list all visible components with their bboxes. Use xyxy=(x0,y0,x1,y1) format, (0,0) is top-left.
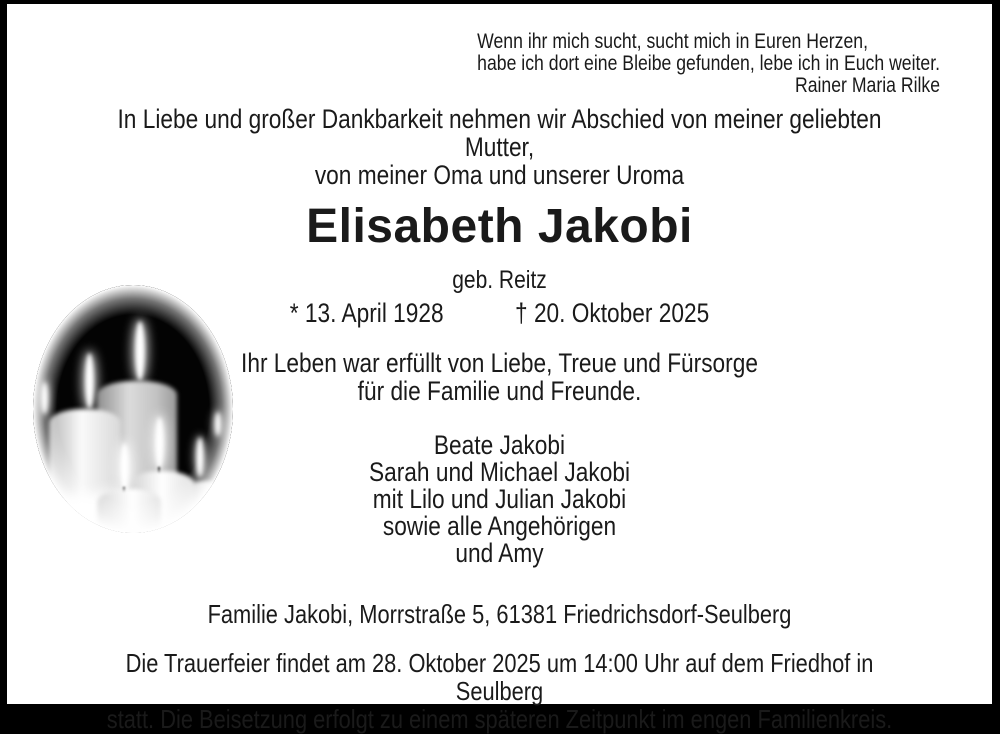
quote-line: Wenn ihr mich sucht, sucht mich in Euren Herzen, xyxy=(477,30,868,53)
tribute-line: für die Familie und Freunde. xyxy=(357,376,642,406)
life-dates xyxy=(86,299,913,327)
obituary-notice xyxy=(7,4,992,734)
tribute-line: Ihr Leben war erfüllt von Liebe, Treue und Fürsorge xyxy=(241,348,758,378)
birth-date: * 13. April 1928 xyxy=(289,298,444,328)
intro-line: von meiner Oma und unserer Uroma xyxy=(314,160,685,190)
quote-line: habe ich dort eine Bleibe gefunden, lebe ich in Euch weiter. xyxy=(477,52,940,75)
family-address: Familie Jakobi, Morrstraße 5, 61381 Friedrichsdorf-Seulberg xyxy=(207,599,792,629)
candles-photo xyxy=(33,285,233,533)
intro-line: In Liebe und großer Dankbarkeit nehmen wir Abschied von meiner geliebten Mutter, xyxy=(117,104,882,162)
mourner-line: Sarah und Michael Jakobi xyxy=(369,457,630,487)
oval-vignette xyxy=(33,285,233,533)
mourner-line: mit Lilo und Julian Jakobi xyxy=(372,484,627,514)
deceased-name: Elisabeth Jakobi xyxy=(306,200,693,253)
mourner-line: und Amy xyxy=(455,538,544,568)
mourner-line: sowie alle Angehörigen xyxy=(382,511,617,541)
funeral-line: statt. Die Beisetzung erfolgt zu einem späteren Zeitpunkt im engen Familienkreis. xyxy=(106,704,893,734)
mourner-line: Beate Jakobi xyxy=(433,430,566,460)
maiden-name: geb. Reitz xyxy=(452,266,547,294)
memorial-quote xyxy=(477,31,940,97)
funeral-info xyxy=(86,649,913,733)
quote-attribution: Rainer Maria Rilke xyxy=(794,74,940,97)
death-date: † 20. Oktober 2025 xyxy=(515,298,710,328)
intro-text xyxy=(86,105,913,189)
funeral-line: Die Trauerfeier findet am 28. Oktober 2025 um 14:00 Uhr auf dem Friedhof in Seulberg xyxy=(125,648,874,706)
